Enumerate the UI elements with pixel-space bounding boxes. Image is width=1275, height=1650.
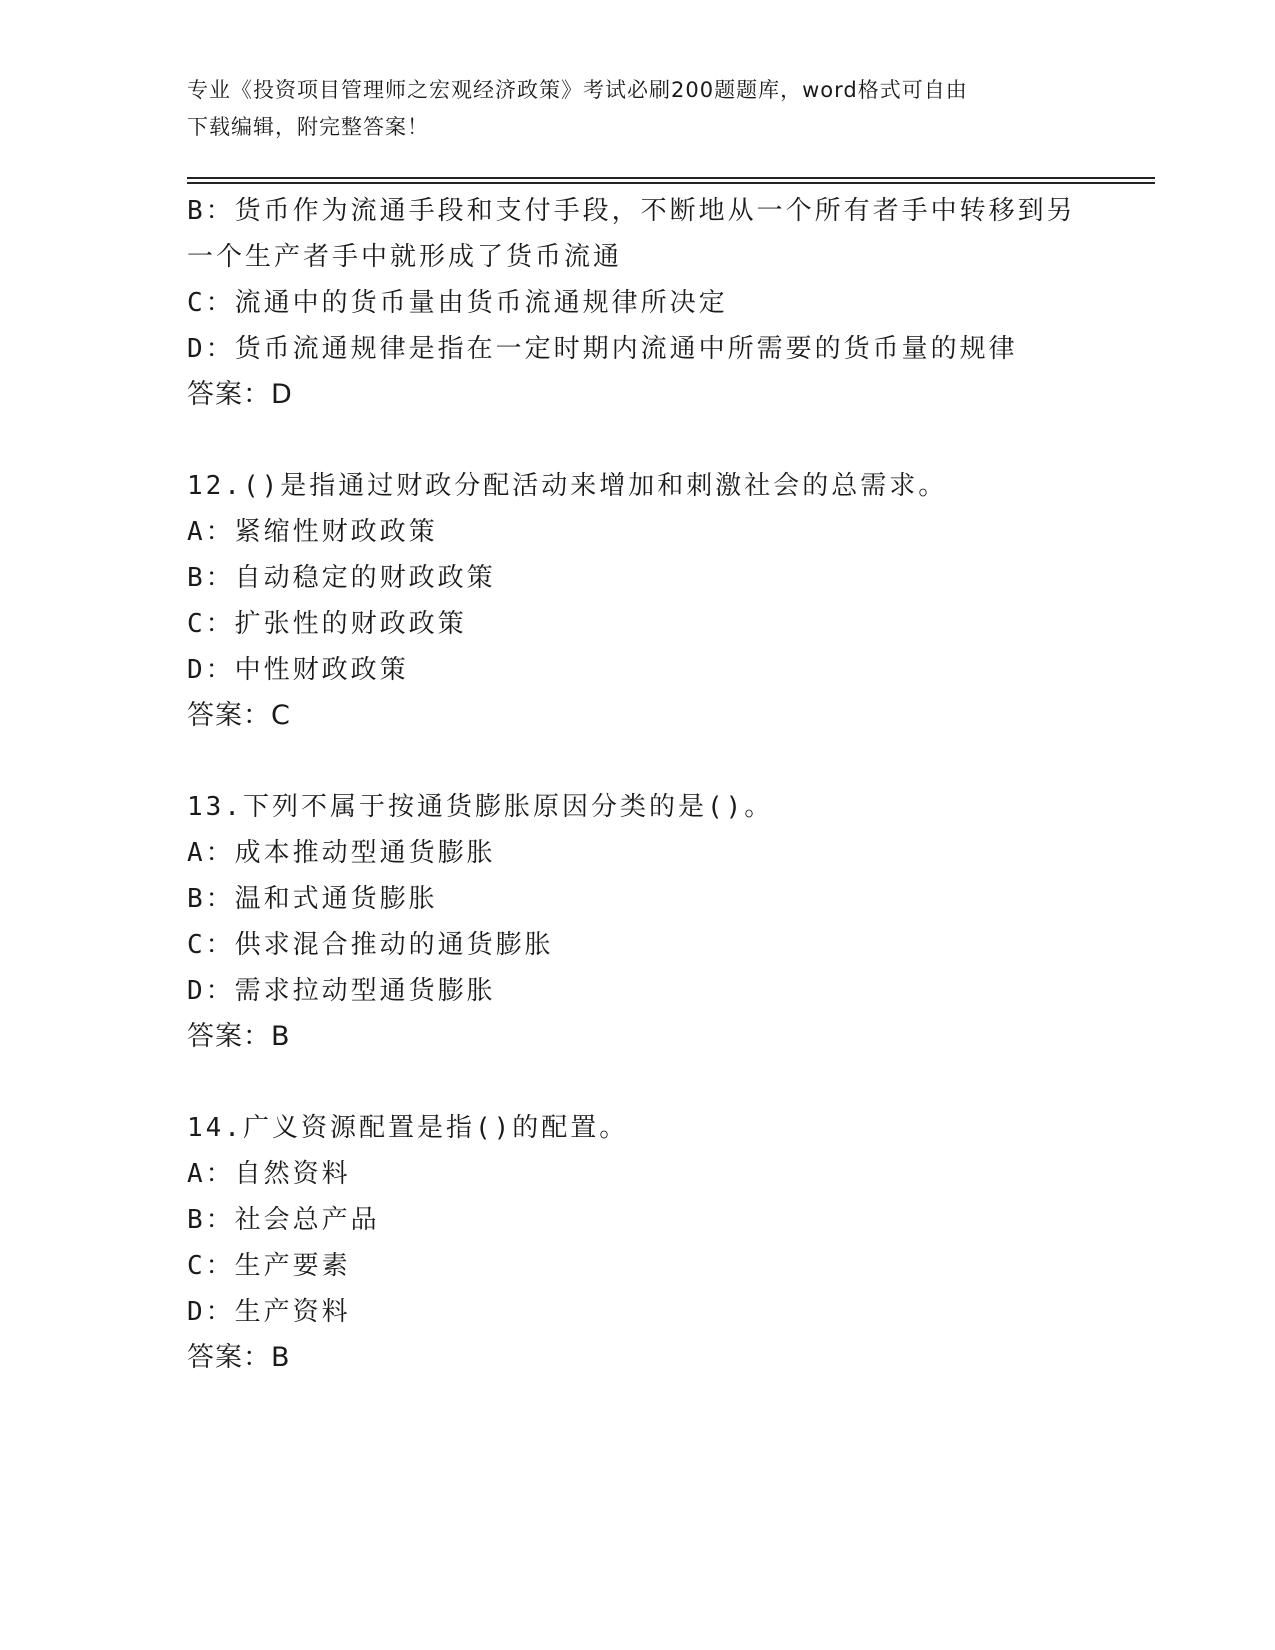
header-divider-bottom — [187, 182, 1155, 184]
option-d: D：中性财政政策 — [187, 655, 409, 685]
option-c: C：扩张性的财政政策 — [187, 609, 467, 639]
option-b-continued: 一个生产者手中就形成了货币流通 — [187, 242, 623, 272]
option-c: C：供求混合推动的通货膨胀 — [187, 930, 554, 960]
spacer — [187, 418, 1087, 463]
question-block-11-continued — [187, 188, 1087, 418]
spacer — [187, 739, 1087, 784]
option-a: A：成本推动型通货膨胀 — [187, 838, 496, 868]
answer-line: 答案：B — [187, 1342, 291, 1373]
option-a: A：自然资料 — [187, 1159, 351, 1189]
option-d: D：生产资料 — [187, 1297, 351, 1327]
question-stem: 14.广义资源配置是指()的配置。 — [187, 1113, 629, 1143]
answer-line: 答案：B — [187, 1021, 291, 1052]
option-b: B：自动稳定的财政政策 — [187, 563, 496, 593]
spacer — [187, 1060, 1087, 1105]
question-content — [187, 188, 1087, 1381]
question-stem: 12.()是指通过财政分配活动来增加和刺激社会的总需求。 — [187, 471, 948, 501]
question-block-12 — [187, 463, 1087, 739]
option-a: A：紧缩性财政政策 — [187, 517, 438, 547]
option-c: C：流通中的货币量由货币流通规律所决定 — [187, 288, 728, 318]
option-b: B：温和式通货膨胀 — [187, 884, 438, 914]
header-line-2: 下载编辑，附完整答案！ — [187, 115, 429, 139]
question-block-13 — [187, 784, 1087, 1060]
option-d: D：需求拉动型通货膨胀 — [187, 976, 496, 1006]
header-line-1: 专业《投资项目管理师之宏观经济政策》考试必刷200题题库，word格式可自由 — [187, 78, 968, 102]
document-header — [187, 72, 1087, 146]
question-block-14 — [187, 1105, 1087, 1381]
option-c: C：生产要素 — [187, 1251, 351, 1281]
header-divider-top — [187, 177, 1155, 179]
question-stem: 13.下列不属于按通货膨胀原因分类的是()。 — [187, 792, 774, 822]
answer-line: 答案：C — [187, 700, 291, 731]
answer-line: 答案：D — [187, 379, 293, 410]
option-b: B：社会总产品 — [187, 1205, 380, 1235]
option-b: B：货币作为流通手段和支付手段，不断地从一个所有者手中转移到另 — [187, 196, 1076, 226]
option-d: D：货币流通规律是指在一定时期内流通中所需要的货币量的规律 — [187, 334, 1018, 364]
